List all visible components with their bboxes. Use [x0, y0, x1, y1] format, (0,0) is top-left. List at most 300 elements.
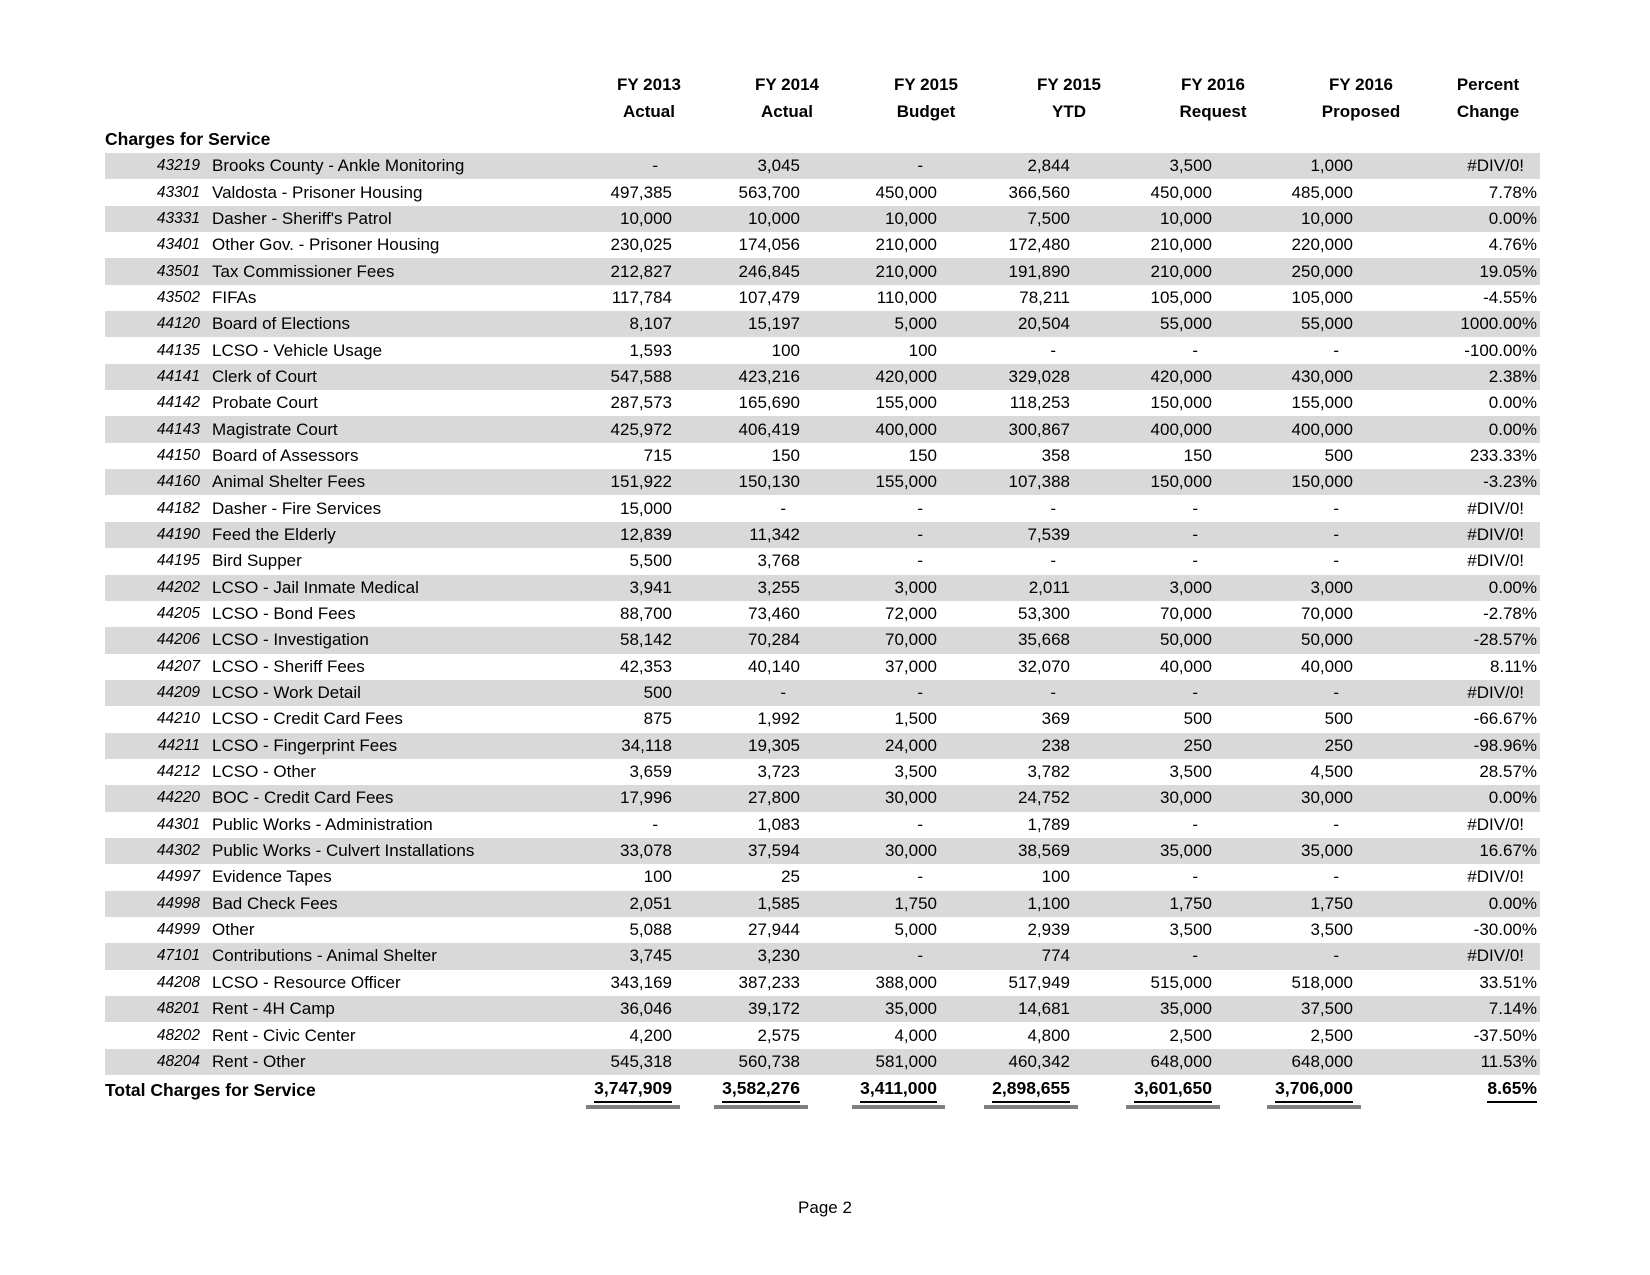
cell-percent-change: -37.50% — [1473, 1025, 1537, 1045]
cell-fy2016-proposed: 220,000 — [1291, 235, 1353, 255]
cell-fy2014-actual: 1,083 — [757, 814, 800, 834]
table-row — [105, 232, 1540, 258]
cell-fy2013-actual: 17,996 — [620, 788, 672, 808]
cell-fy2014-actual: - — [780, 498, 786, 518]
cell-fy2015-ytd: - — [1050, 551, 1056, 571]
cell-fy2014-actual: 3,230 — [757, 946, 800, 966]
cell-fy2013-actual: 287,573 — [610, 393, 672, 413]
cell-percent-change: -98.96% — [1473, 735, 1537, 755]
table-row — [105, 258, 1540, 284]
cell-fy2016-proposed: - — [1333, 340, 1339, 360]
cell-fy2015-ytd: 3,782 — [1027, 762, 1070, 782]
cell-fy2016-proposed: 37,500 — [1301, 999, 1353, 1019]
cell-fy2016-request: 55,000 — [1160, 314, 1212, 334]
cell-fy2015-ytd: 100 — [1041, 867, 1070, 887]
table-row — [105, 654, 1540, 680]
column-header-fy2015-budget-line1: FY 2015 — [894, 75, 958, 94]
cell-fy2015-budget: 24,000 — [885, 735, 937, 755]
cell-fy2015-budget: - — [917, 946, 923, 966]
cell-fy2015-budget: 30,000 — [885, 841, 937, 861]
cell-fy2016-proposed: 55,000 — [1301, 314, 1353, 334]
account-code: 44997 — [156, 868, 200, 886]
table-row — [105, 206, 1540, 232]
cell-fy2013-actual: 15,000 — [620, 498, 672, 518]
total-value-fy2015-budget: 3,411,000 — [860, 1078, 937, 1103]
account-label: Dasher - Fire Services — [212, 498, 382, 518]
cell-fy2014-actual: 1,585 — [757, 893, 800, 913]
cell-fy2014-actual: 27,944 — [748, 920, 800, 940]
table-row — [105, 495, 1540, 521]
account-code: 44202 — [156, 578, 200, 596]
cell-fy2014-actual: 174,056 — [738, 235, 800, 255]
column-header-percent-change-line1: Percent — [1456, 75, 1520, 94]
cell-fy2015-ytd: 107,388 — [1008, 472, 1070, 492]
cell-fy2013-actual: 715 — [643, 445, 672, 465]
cell-fy2015-ytd: 369 — [1041, 709, 1070, 729]
cell-fy2013-actual: 34,118 — [621, 735, 672, 755]
cell-fy2015-budget: 581,000 — [875, 1051, 937, 1071]
account-code: 48204 — [156, 1052, 200, 1070]
table-row — [105, 337, 1540, 363]
cell-fy2014-actual: 560,738 — [738, 1051, 800, 1071]
cell-fy2015-ytd: 774 — [1041, 946, 1070, 966]
account-label: Board of Assessors — [212, 445, 359, 465]
cell-fy2013-actual: 547,588 — [610, 366, 672, 386]
cell-fy2016-request: 150 — [1183, 445, 1212, 465]
total-cell-fy2014-actual — [672, 1078, 800, 1103]
cell-fy2014-actual: 39,172 — [748, 999, 800, 1019]
cell-fy2016-request: 150,000 — [1150, 393, 1212, 413]
cell-fy2016-request: 70,000 — [1160, 604, 1212, 624]
cell-fy2014-actual: 19,305 — [748, 735, 800, 755]
cell-fy2015-budget: 4,000 — [894, 1025, 937, 1045]
cell-fy2016-request: 30,000 — [1160, 788, 1212, 808]
cell-percent-change: 0.00% — [1488, 419, 1537, 439]
table-row — [105, 601, 1540, 627]
cell-fy2014-actual: 150,130 — [738, 472, 800, 492]
cell-fy2014-actual: 2,575 — [757, 1025, 800, 1045]
cell-fy2015-budget: 5,000 — [894, 920, 937, 940]
cell-percent-change: 19.05% — [1479, 261, 1537, 281]
table-row — [105, 153, 1540, 179]
cell-fy2015-ytd: - — [1050, 683, 1056, 703]
cell-fy2016-request: 450,000 — [1150, 182, 1212, 202]
table-row — [105, 996, 1540, 1022]
table-header-label-row — [105, 99, 1540, 125]
cell-fy2014-actual: 150 — [771, 445, 800, 465]
cell-fy2013-actual: 3,745 — [629, 946, 672, 966]
cell-fy2016-proposed: 35,000 — [1301, 841, 1353, 861]
cell-fy2016-request: 10,000 — [1160, 208, 1212, 228]
table-row — [105, 917, 1540, 943]
cell-fy2013-actual: 500 — [643, 683, 672, 703]
account-label: Brooks County - Ankle Monitoring — [212, 156, 465, 176]
table-row — [105, 943, 1540, 969]
cell-fy2015-ytd: - — [1050, 498, 1056, 518]
cell-fy2016-request: 500 — [1183, 709, 1212, 729]
cell-fy2013-actual: - — [652, 814, 658, 834]
cell-percent-change: #DIV/0! — [1467, 683, 1524, 703]
table-row — [105, 469, 1540, 495]
column-header-fy2013-actual-line2: Actual — [623, 102, 675, 121]
table-row — [105, 680, 1540, 706]
table-body — [105, 153, 1540, 1075]
account-code: 44142 — [156, 394, 200, 412]
cell-fy2015-budget: - — [917, 814, 923, 834]
table-row — [105, 548, 1540, 574]
cell-fy2015-ytd: 38,569 — [1018, 841, 1070, 861]
cell-fy2014-actual: 37,594 — [748, 841, 800, 861]
cell-fy2016-proposed: 10,000 — [1301, 208, 1353, 228]
cell-percent-change: -4.55% — [1483, 287, 1537, 307]
account-label: LCSO - Resource Officer — [212, 972, 401, 992]
account-code: 48202 — [156, 1026, 200, 1044]
table-row — [105, 627, 1540, 653]
cell-fy2016-request: - — [1192, 340, 1198, 360]
cell-fy2013-actual: 151,922 — [610, 472, 672, 492]
column-header-fy2016-proposed-line1: FY 2016 — [1329, 75, 1393, 94]
cell-fy2014-actual: 10,000 — [748, 208, 800, 228]
column-header-fy2015-ytd-line2: YTD — [1052, 102, 1086, 121]
cell-percent-change: -28.57% — [1473, 630, 1537, 650]
cell-fy2016-request: 3,000 — [1169, 577, 1212, 597]
cell-fy2013-actual: 88,700 — [620, 604, 672, 624]
cell-percent-change: 0.00% — [1488, 577, 1537, 597]
cell-percent-change: 233.33% — [1469, 445, 1537, 465]
cell-fy2016-proposed: - — [1333, 814, 1339, 834]
total-cell-fy2015-ytd — [937, 1078, 1070, 1103]
cell-fy2015-budget: 37,000 — [885, 656, 937, 676]
account-label: Dasher - Sheriff's Patrol — [212, 208, 392, 228]
cell-percent-change: 16.67% — [1479, 841, 1537, 861]
cell-fy2013-actual: 497,385 — [610, 182, 672, 202]
cell-fy2015-budget: 210,000 — [875, 261, 937, 281]
account-label: Feed the Elderly — [212, 524, 336, 544]
cell-fy2013-actual: 36,046 — [620, 999, 672, 1019]
cell-fy2013-actual: 5,088 — [629, 920, 672, 940]
cell-fy2015-ytd: 460,342 — [1008, 1051, 1070, 1071]
cell-fy2015-budget: 100 — [908, 340, 937, 360]
cell-fy2015-budget: 420,000 — [875, 366, 937, 386]
cell-fy2013-actual: 58,142 — [620, 630, 672, 650]
cell-fy2016-proposed: 1,000 — [1310, 156, 1353, 176]
account-code: 44302 — [156, 842, 200, 860]
account-code: 44195 — [156, 552, 200, 570]
cell-fy2015-budget: 388,000 — [875, 972, 937, 992]
cell-fy2016-request: 1,750 — [1169, 893, 1212, 913]
cell-fy2015-ytd: 24,752 — [1018, 788, 1070, 808]
cell-fy2016-request: - — [1192, 946, 1198, 966]
cell-fy2016-proposed: 3,500 — [1310, 920, 1353, 940]
cell-percent-change: #DIV/0! — [1467, 551, 1524, 571]
cell-fy2013-actual: 545,318 — [610, 1051, 672, 1071]
cell-fy2015-ytd: 78,211 — [1019, 287, 1070, 307]
cell-percent-change: #DIV/0! — [1467, 946, 1524, 966]
cell-fy2015-budget: - — [917, 524, 923, 544]
account-label: Rent - 4H Camp — [212, 999, 335, 1019]
cell-fy2016-proposed: 430,000 — [1291, 366, 1353, 386]
cell-fy2014-actual: 11,342 — [749, 524, 800, 544]
cell-fy2015-budget: 70,000 — [885, 630, 937, 650]
account-label: LCSO - Sheriff Fees — [212, 656, 365, 676]
account-code: 44207 — [156, 657, 200, 675]
account-label: Public Works - Administration — [212, 814, 433, 834]
account-code: 44211 — [158, 736, 200, 754]
cell-fy2013-actual: 33,078 — [620, 841, 672, 861]
account-code: 44160 — [156, 473, 200, 491]
account-label: LCSO - Work Detail — [212, 683, 361, 703]
cell-fy2014-actual: 246,845 — [738, 261, 800, 281]
cell-fy2016-request: 3,500 — [1169, 920, 1212, 940]
account-label: LCSO - Jail Inmate Medical — [212, 577, 419, 597]
cell-percent-change: #DIV/0! — [1467, 524, 1524, 544]
account-code: 48201 — [156, 1000, 200, 1018]
account-code: 43219 — [156, 157, 200, 175]
cell-fy2015-ytd: 14,681 — [1018, 999, 1070, 1019]
cell-fy2015-budget: - — [917, 551, 923, 571]
cell-fy2016-proposed: 648,000 — [1291, 1051, 1353, 1071]
account-label: Animal Shelter Fees — [212, 472, 366, 492]
account-label: Board of Elections — [212, 314, 350, 334]
cell-fy2016-request: - — [1192, 551, 1198, 571]
cell-fy2014-actual: 107,479 — [738, 287, 800, 307]
total-value-percent-change: 8.65% — [1487, 1078, 1537, 1103]
account-code: 44209 — [156, 684, 200, 702]
cell-fy2015-budget: 10,000 — [885, 208, 937, 228]
cell-fy2013-actual: 100 — [643, 867, 672, 887]
cell-fy2014-actual: 70,284 — [748, 630, 800, 650]
cell-fy2015-budget: 5,000 — [894, 314, 937, 334]
cell-fy2016-proposed: 4,500 — [1310, 762, 1353, 782]
cell-fy2016-request: 40,000 — [1160, 656, 1212, 676]
account-code: 44205 — [156, 605, 200, 623]
cell-fy2015-ytd: 2,844 — [1027, 156, 1070, 176]
cell-fy2014-actual: 40,140 — [748, 656, 800, 676]
cell-fy2015-ytd: 191,890 — [1008, 261, 1070, 281]
cell-percent-change: 0.00% — [1488, 893, 1537, 913]
cell-fy2016-request: 420,000 — [1150, 366, 1212, 386]
cell-fy2013-actual: 875 — [643, 709, 672, 729]
cell-fy2015-ytd: 7,500 — [1027, 208, 1070, 228]
cell-percent-change: 33.51% — [1479, 972, 1537, 992]
cell-fy2015-budget: 210,000 — [875, 235, 937, 255]
cell-percent-change: 1000.00% — [1460, 314, 1537, 334]
cell-fy2015-ytd: 53,300 — [1018, 604, 1070, 624]
table-row — [105, 864, 1540, 890]
cell-fy2013-actual: 8,107 — [629, 314, 672, 334]
cell-fy2013-actual: 4,200 — [629, 1025, 672, 1045]
cell-fy2015-ytd: 517,949 — [1008, 972, 1070, 992]
account-code: 44150 — [156, 446, 200, 464]
cell-fy2016-request: - — [1192, 683, 1198, 703]
table-row — [105, 285, 1540, 311]
cell-fy2016-proposed: - — [1333, 551, 1339, 571]
table-row — [105, 311, 1540, 337]
cell-fy2016-proposed: 150,000 — [1291, 472, 1353, 492]
cell-fy2016-proposed: 50,000 — [1301, 630, 1353, 650]
cell-fy2014-actual: 406,419 — [738, 419, 800, 439]
cell-fy2016-request: 648,000 — [1150, 1051, 1212, 1071]
total-value-fy2014-actual: 3,582,276 — [722, 1078, 800, 1103]
cell-fy2015-budget: 150 — [908, 445, 937, 465]
cell-fy2014-actual: 25 — [781, 867, 800, 887]
cell-fy2013-actual: 5,500 — [629, 551, 672, 571]
cell-fy2016-proposed: - — [1333, 867, 1339, 887]
cell-fy2015-ytd: 1,100 — [1027, 893, 1070, 913]
account-code: 44208 — [156, 973, 200, 991]
total-cell-fy2015-budget — [800, 1078, 937, 1103]
cell-fy2014-actual: 3,255 — [757, 577, 800, 597]
cell-fy2013-actual: 117,784 — [611, 287, 672, 307]
column-header-fy2016-proposed-line2: Proposed — [1321, 102, 1401, 121]
table-row — [105, 522, 1540, 548]
cell-fy2015-budget: 155,000 — [875, 393, 937, 413]
total-value-fy2016-proposed: 3,706,000 — [1275, 1078, 1353, 1103]
cell-fy2016-request: 35,000 — [1160, 841, 1212, 861]
column-header-fy2013-actual-line1: FY 2013 — [617, 75, 681, 94]
cell-fy2013-actual: 425,972 — [610, 419, 672, 439]
account-code: 44143 — [156, 420, 200, 438]
account-label: BOC - Credit Card Fees — [212, 788, 394, 808]
total-value-fy2013-actual: 3,747,909 — [594, 1078, 672, 1103]
account-label: Evidence Tapes — [212, 867, 332, 887]
account-label: FIFAs — [212, 287, 257, 307]
table-row — [105, 785, 1540, 811]
cell-fy2016-request: 105,000 — [1150, 287, 1212, 307]
table-row — [105, 416, 1540, 442]
total-label: Total Charges for Service — [105, 1079, 316, 1100]
column-header-percent-change-line2: Change — [1456, 102, 1520, 121]
cell-fy2015-budget: 1,500 — [894, 709, 937, 729]
cell-fy2014-actual: 73,460 — [748, 604, 800, 624]
cell-fy2013-actual: 3,941 — [629, 577, 672, 597]
cell-fy2015-ytd: 4,800 — [1027, 1025, 1070, 1045]
account-label: Rent - Civic Center — [212, 1025, 356, 1045]
table-row — [105, 733, 1540, 759]
account-code: 43331 — [156, 209, 200, 227]
cell-fy2016-request: 210,000 — [1150, 261, 1212, 281]
cell-fy2015-budget: 155,000 — [875, 472, 937, 492]
column-header-fy2014-actual-line1: FY 2014 — [755, 75, 819, 94]
column-header-fy2015-ytd-line1: FY 2015 — [1037, 75, 1101, 94]
cell-fy2015-ytd: 366,560 — [1008, 182, 1070, 202]
account-label: Bird Supper — [212, 551, 302, 571]
table-row — [105, 575, 1540, 601]
cell-fy2016-proposed: 1,750 — [1310, 893, 1353, 913]
column-header-fy2016-request-line1: FY 2016 — [1181, 75, 1245, 94]
cell-fy2015-ytd: - — [1050, 340, 1056, 360]
cell-percent-change: -100.00% — [1464, 340, 1537, 360]
account-label: LCSO - Investigation — [212, 630, 369, 650]
cell-fy2015-budget: 72,000 — [885, 604, 937, 624]
table-row — [105, 970, 1540, 996]
total-row — [105, 1075, 1540, 1105]
cell-fy2015-ytd: 2,011 — [1028, 577, 1070, 597]
cell-fy2014-actual: 1,992 — [757, 709, 800, 729]
column-header-fy2016-request-line2: Request — [1179, 102, 1247, 121]
cell-fy2014-actual: 563,700 — [738, 182, 800, 202]
cell-fy2015-budget: 1,750 — [894, 893, 937, 913]
cell-percent-change: 7.14% — [1488, 999, 1537, 1019]
page-number: Page 2 — [798, 1198, 852, 1217]
cell-fy2015-ytd: 1,789 — [1027, 814, 1070, 834]
cell-fy2016-proposed: - — [1333, 946, 1339, 966]
cell-fy2016-proposed: 250,000 — [1291, 261, 1353, 281]
cell-fy2016-proposed: 30,000 — [1301, 788, 1353, 808]
cell-fy2014-actual: 3,723 — [757, 762, 800, 782]
account-label: LCSO - Fingerprint Fees — [212, 735, 398, 755]
cell-fy2016-proposed: 500 — [1324, 709, 1353, 729]
table-row — [105, 179, 1540, 205]
cell-percent-change: 2.38% — [1488, 366, 1537, 386]
account-label: LCSO - Credit Card Fees — [212, 709, 403, 729]
cell-fy2015-budget: 30,000 — [885, 788, 937, 808]
cell-fy2014-actual: 3,045 — [757, 156, 800, 176]
cell-fy2014-actual: 27,800 — [748, 788, 800, 808]
cell-percent-change: 8.11% — [1490, 656, 1537, 676]
cell-fy2013-actual: 230,025 — [610, 235, 672, 255]
cell-fy2016-proposed: - — [1333, 683, 1339, 703]
total-value-fy2015-ytd: 2,898,655 — [992, 1078, 1070, 1103]
total-cell-fy2013-actual — [567, 1078, 672, 1103]
table-row — [105, 891, 1540, 917]
cell-fy2015-budget: 400,000 — [875, 419, 937, 439]
total-value-fy2016-request: 3,601,650 — [1134, 1078, 1212, 1103]
cell-percent-change: #DIV/0! — [1467, 867, 1524, 887]
cell-percent-change: -30.00% — [1473, 920, 1537, 940]
cell-fy2016-request: 3,500 — [1169, 762, 1212, 782]
section-title: Charges for Service — [105, 129, 271, 149]
table-row — [105, 1049, 1540, 1075]
account-label: LCSO - Bond Fees — [212, 604, 356, 624]
cell-fy2015-budget: - — [917, 867, 923, 887]
cell-fy2015-budget: - — [917, 683, 923, 703]
column-header-fy2015-budget-line2: Budget — [896, 102, 956, 121]
account-code: 44999 — [156, 921, 200, 939]
account-label: Tax Commissioner Fees — [212, 261, 395, 281]
table-row — [105, 759, 1540, 785]
account-code: 44182 — [156, 499, 200, 517]
cell-fy2015-ytd: 329,028 — [1008, 366, 1070, 386]
cell-fy2016-proposed: 2,500 — [1310, 1025, 1353, 1045]
table-row — [105, 838, 1540, 864]
cell-fy2016-request: - — [1192, 867, 1198, 887]
cell-fy2016-request: 515,000 — [1150, 972, 1212, 992]
account-code: 44220 — [156, 789, 200, 807]
account-label: Other — [212, 920, 255, 940]
account-label: Clerk of Court — [212, 366, 317, 386]
cell-fy2014-actual: 165,690 — [738, 393, 800, 413]
cell-fy2016-request: 210,000 — [1150, 235, 1212, 255]
cell-fy2015-ytd: 35,668 — [1018, 630, 1070, 650]
account-code: 44212 — [156, 763, 200, 781]
cell-fy2014-actual: 3,768 — [757, 551, 800, 571]
cell-fy2013-actual: 2,051 — [629, 893, 672, 913]
cell-percent-change: #DIV/0! — [1467, 156, 1524, 176]
total-cell-percent-change — [1353, 1078, 1540, 1103]
cell-fy2015-budget: 110,000 — [876, 287, 937, 307]
cell-fy2013-actual: 212,827 — [610, 261, 672, 281]
cell-fy2016-proposed: - — [1333, 498, 1339, 518]
account-label: Bad Check Fees — [212, 893, 338, 913]
table-header-year-row — [105, 72, 1540, 98]
cell-percent-change: #DIV/0! — [1467, 498, 1524, 518]
cell-fy2014-actual: - — [780, 683, 786, 703]
account-label: LCSO - Vehicle Usage — [212, 340, 383, 360]
cell-fy2016-request: - — [1192, 814, 1198, 834]
cell-fy2013-actual: 3,659 — [629, 762, 672, 782]
cell-fy2016-proposed: 70,000 — [1301, 604, 1353, 624]
